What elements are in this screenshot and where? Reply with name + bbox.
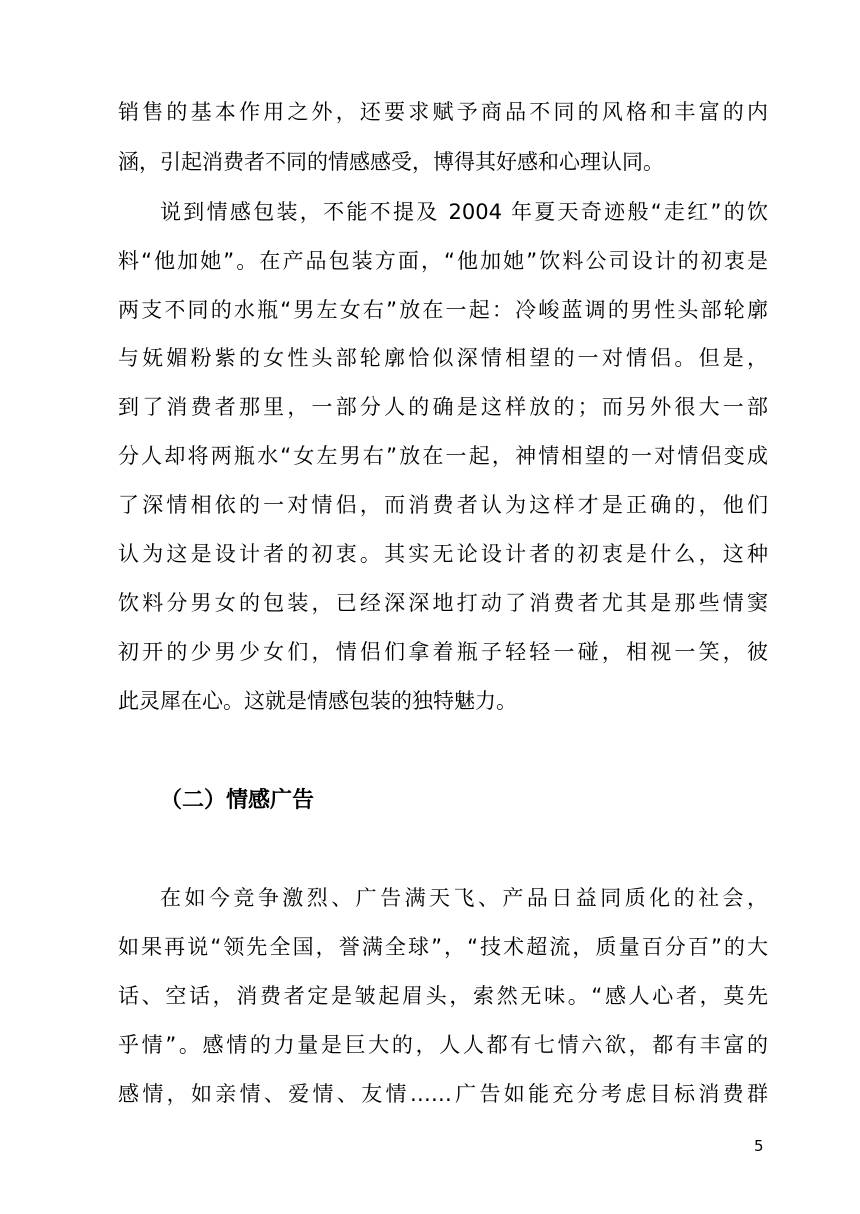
paragraph-2-line-5: 到了消费者那里，一部分人的确是这样放的；而另外很大一部 [118,395,768,419]
paragraph-2-line-3: 两支不同的水瓶“男左女右”放在一起：冷峻蓝调的男性头部轮廓 [118,298,768,322]
paragraph-2-line-10: 初开的少男少女们，情侣们拿着瓶子轻轻一碰，相视一笑，彼 [118,640,768,664]
section-heading: （二）情感广告 [160,788,315,813]
page-number: 5 [754,1137,764,1155]
paragraph-2-line-6: 分人却将两瓶水“女左男右”放在一起，神情相望的一对情侣变成 [118,444,768,468]
paragraph-2-line-1: 说到情感包装，不能不提及 2004 年夏天奇迹般“走红”的饮 [160,200,768,224]
paragraph-3-line-2: 如果再说“领先全国，誉满全球”，“技术超流，质量百分百”的大 [118,935,768,959]
paragraph-3-line-1: 在如今竞争激烈、广告满天飞、产品日益同质化的社会， [160,886,768,910]
paragraph-3-line-4: 乎情”。感情的力量是巨大的，人人都有七情六欲，都有丰富的 [118,1033,768,1057]
paragraph-2-line-9: 饮料分男女的包装，已经深深地打动了消费者尤其是那些情窦 [118,591,768,615]
paragraph-3-line-3: 话、空话，消费者定是皱起眉头，索然无味。“感人心者，莫先 [118,984,768,1008]
paragraph-1-line-2: 涵，引起消费者不同的情感感受，博得其好感和心理认同。 [118,150,664,174]
paragraph-2-line-4: 与妩媚粉紫的女性头部轮廓恰似深情相望的一对情侣。但是， [118,346,768,370]
paragraph-2-line-2: 料“他加她”。在产品包装方面，“他加她”饮料公司设计的初衷是 [118,249,768,273]
paragraph-2-line-7: 了深情相依的一对情侣，而消费者认为这样才是正确的，他们 [118,493,768,517]
paragraph-2-line-8: 认为这是设计者的初衷。其实无论设计者的初衷是什么，这种 [118,542,768,566]
paragraph-3-line-5: 感情，如亲情、爱情、友情……广告如能充分考虑目标消费群 [118,1082,768,1106]
paragraph-1-line-1: 销售的基本作用之外，还要求赋予商品不同的风格和丰富的内 [118,100,768,124]
paragraph-2-line-11: 此灵犀在心。这就是情感包装的独特魅力。 [118,689,517,713]
